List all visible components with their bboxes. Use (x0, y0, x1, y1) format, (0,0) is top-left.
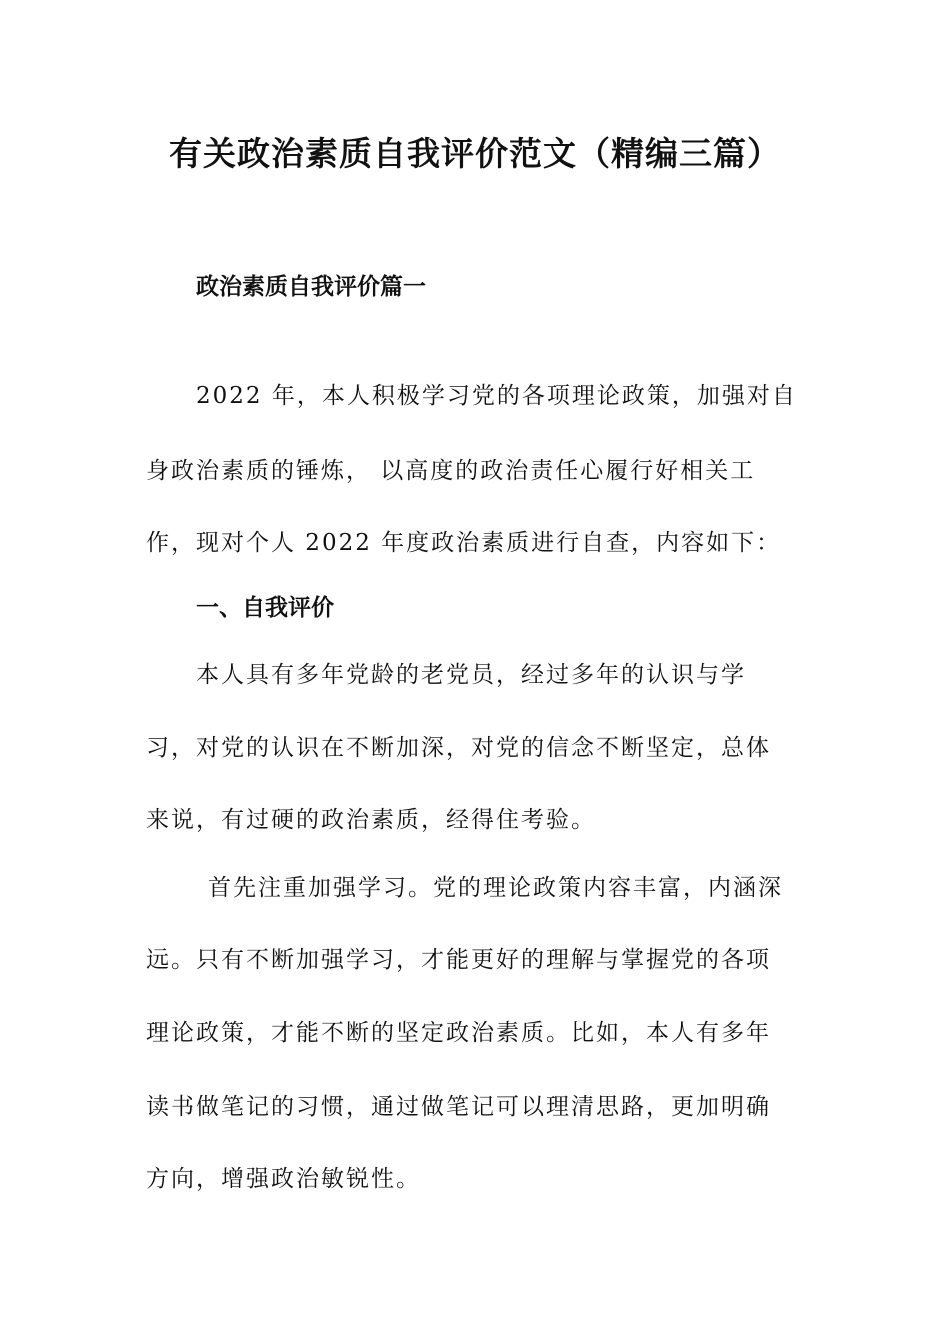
paragraph-line: 身政治素质的锤炼， 以高度的政治责任心履行好相关工 (146, 458, 756, 484)
paragraph-line: 首先注重加强学习。党的理论政策内容丰富，内涵深 (208, 875, 783, 901)
subheading-self-evaluation: 一、自我评价 (196, 595, 334, 621)
paragraph-line: 读书做笔记的习惯，通过做笔记可以理清思路，更加明确 (146, 1094, 771, 1120)
paragraph-line: 习，对党的认识在不断加深，对党的信念不断坚定，总体 (146, 735, 771, 761)
paragraph-line: 远。只有不断加强学习，才能更好的理解与掌握党的各项 (146, 947, 771, 973)
paragraph-line: 2022 年，本人积极学习党的各项理论政策，加强对自 (196, 383, 797, 409)
paragraph-line: 理论政策，才能不断的坚定政治素质。比如，本人有多年 (146, 1020, 771, 1046)
paragraph-line: 本人具有多年党龄的老党员，经过多年的认识与学 (196, 662, 746, 688)
paragraph-line: 方向，增强政治敏锐性。 (146, 1166, 421, 1192)
section-heading: 政治素质自我评价篇一 (196, 274, 426, 300)
paragraph-line: 作，现对个人 2022 年度政治素质进行自查，内容如下： (146, 530, 782, 556)
document-title: 有关政治素质自我评价范文（精编三篇） (169, 134, 781, 173)
paragraph-line: 来说，有过硬的政治素质，经得住考验。 (146, 807, 596, 833)
